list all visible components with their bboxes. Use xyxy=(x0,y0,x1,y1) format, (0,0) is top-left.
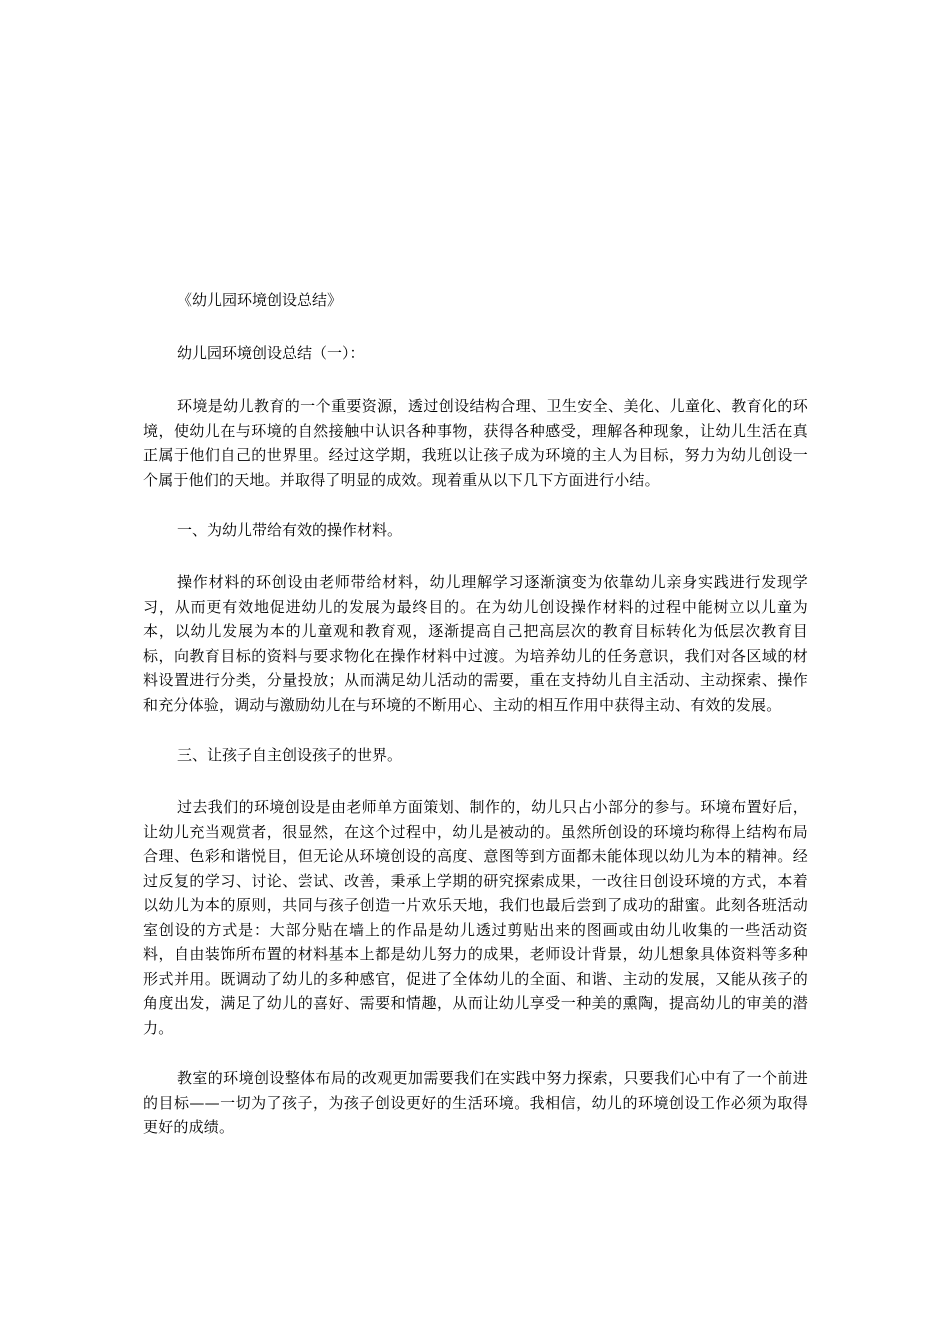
intro-paragraph: 环境是幼儿教育的一个重要资源，透过创设结构合理、卫生安全、美化、儿童化、教育化的环境，使幼儿在与环境的自然接触中认识各种事物，获得各种感受，理解各种现象，让幼儿生活在真正属于他们自己的世界里。经过这学期，我班以让孩子成为环境的主人为目标，努力为幼儿创设一个属于他们的天地。并取得了明显的成效。现着重从以下几下方面进行小结。 xyxy=(143,397,808,489)
document-title: 《幼儿园环境创设总结》 xyxy=(177,291,343,309)
section-one-paragraph: 操作材料的环创设由老师带给材料，幼儿理解学习逐渐演变为依靠幼儿亲身实践进行发现学习，从而更有效地促进幼儿的发展为最终目的。在为幼儿创设操作材料的过程中能树立以儿童为本，以幼儿发展为本的儿童观和教育观，逐渐提高自己把高层次的教育目标转化为低层次教育目标，向教育目标的资料与要求物化在操作材料中过渡。为培养幼儿的任务意识，我们对各区域的材料设置进行分类，分量投放；从而满足幼儿活动的需要，重在支持幼儿自主活动、主动探索、操作和充分体验，调动与激励幼儿在与环境的不断用心、主动的相互作用中获得主动、有效的发展。 xyxy=(143,573,808,714)
conclusion-paragraph: 教室的环境创设整体布局的改观更加需要我们在实践中努力探索，只要我们心中有了一个前进的目标——一切为了孩子，为孩子创设更好的生活环境。我相信，幼儿的环境创设工作必须为取得更好的成绩。 xyxy=(143,1069,808,1136)
section-heading-three: 三、让孩子自主创设孩子的世界。 xyxy=(177,746,403,764)
section-heading-one: 一、为幼儿带给有效的操作材料。 xyxy=(177,521,403,539)
document-subtitle: 幼儿园环境创设总结（一）： xyxy=(177,344,365,362)
document-page xyxy=(143,288,808,1166)
section-three-paragraph: 过去我们的环境创设是由老师单方面策划、制作的，幼儿只占小部分的参与。环境布置好后，让幼儿充当观赏者，很显然，在这个过程中，幼儿是被动的。虽然所创设的环境均称得上结构布局合理、色彩和谐悦目，但无论从环境创设的高度、意图等到方面都未能体现以幼儿为本的精神。经过反复的学习、讨论、尝试、改善，秉承上学期的研究探索成果，一改往日创设环境的方式，本着以幼儿为本的原则，共同与孩子创造一片欢乐天地，我们也最后尝到了成功的甜蜜。此刻各班活动室创设的方式是：大部分贴在墙上的作品是幼儿透过剪贴出来的图画或由幼儿收集的一些活动资料，自由装饰所布置的材料基本上都是幼儿努力的成果，老师设计背景，幼儿想象具体资料等多种形式并用。既调动了幼儿的多种感官，促进了全体幼儿的全面、和谐、主动的发展，又能从孩子的角度出发，满足了幼儿的喜好、需要和情趣，从而让幼儿享受一种美的熏陶，提高幼儿的审美的潜力。 xyxy=(143,798,808,1037)
